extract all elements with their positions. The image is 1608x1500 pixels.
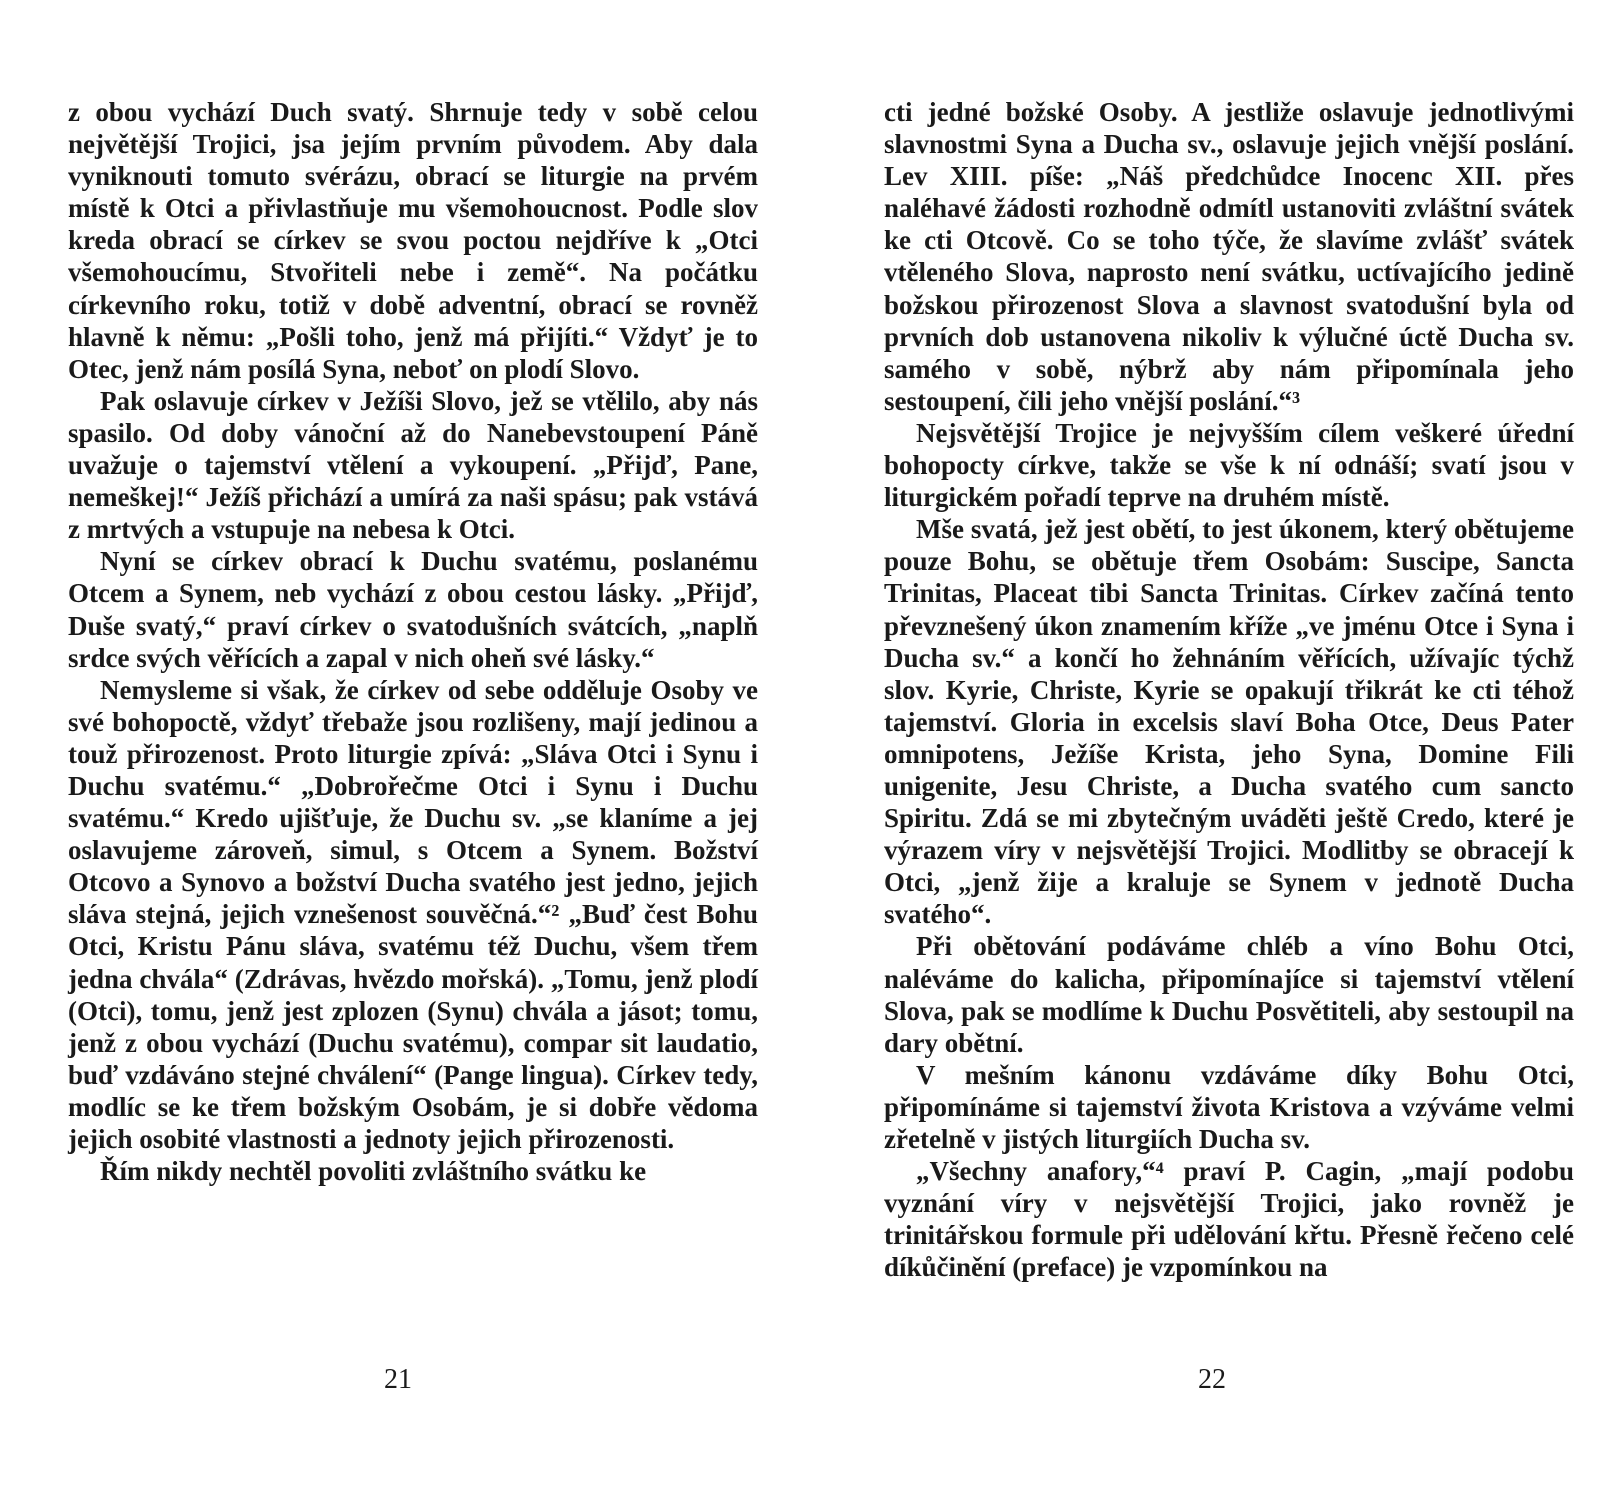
page-number-left: 21 (384, 1364, 412, 1395)
paragraph: „Všechny anafory,“⁴ praví P. Cagin, „mají podobu vyznání víry v nejsvětější Trojici, jako rovněž je trinitářskou formule při udělování křtu. Přesně řečeno celé díkůčinění (preface) je vzpomínkou na (884, 1156, 1574, 1283)
paragraph: cti jedné božské Osoby. A jestliže oslavuje jednotlivými slavnostmi Syna a Ducha sv., oslavuje jejich vnější poslání. Lev XIII. píše: „Náš předchůdce Inocenc XII. přes naléhavé žádosti rozhodně odmítl ustanoviti zvláštní svátek ke cti Otcově. Co se toho týče, že slavíme zvlášť svátek vtěleného Slova, naprosto není svátku, uctívajícího jedině božskou přirozenost Slova a slavnost svatodušní byla od prvních dob ustanovena nikoliv k výlučné úctě Ducha sv. samého v sobě, nýbrž aby nám připomínala jeho sestoupení, čili jeho vnější poslání.“³ (884, 97, 1574, 416)
paragraph: Řím nikdy nechtěl povoliti zvláštního svátku ke (100, 1156, 647, 1187)
right-page-text (884, 96, 1574, 1283)
paragraph: Nemysleme si však, že církev od sebe odděluje Osoby ve své bohopoctě, vždyť třebaže jsou rozlišeny, mají jedinou a touž přirozenost. Proto liturgie zpívá: „Sláva Otci i Synu i Duchu svatému.“ „Dobrořečme Otci i Synu i Duchu svatému.“ Kredo ujišťuje, že Duchu sv. „se klaníme a jej oslavujeme zároveň, simul, s Otcem a Synem. Božství Otcovo a Synovo a božství Ducha svatého jest jedno, jejich sláva stejná, jejich vznešenost souvěčná.“² „Buď čest Bohu Otci, Kristu Pánu sláva, svatému též Duchu, všem třem jedna chvála“ (Zdrávas, hvězdo mořská). „Tomu, jenž plodí (Otci), tomu, jenž jest zplozen (Synu) chvála a jásot; tomu, jenž z obou vychází (Duchu svatému), compar sit laudatio, buď vzdáváno stejné chválení“ (Pange lingua). Církev tedy, modlíc se ke třem božským Osobám, je si dobře vědoma jejich osobité vlastnosti a jednoty jejich přirozenosti. (68, 674, 758, 1154)
paragraph: Při obětování podáváme chléb a víno Bohu Otci, naléváme do kalicha, připomínajíce si tajemství vtělení Slova, pak se modlíme k Duchu Posvětiteli, aby sestoupil na dary obětní. (884, 931, 1574, 1058)
paragraph: Nyní se církev obrací k Duchu svatému, poslanému Otcem a Synem, neb vychází z obou cestou lásky. „Přijď, Duše svatý,“ praví církev o svatodušních svátcích, „naplň srdce svých věřících a zapal v nich oheň své lásky.“ (68, 546, 758, 673)
page-number-right: 22 (1198, 1364, 1226, 1395)
left-page-text (68, 96, 758, 1187)
paragraph: z obou vychází Duch svatý. Shrnuje tedy v sobě celou největější Trojici, jsa jejím prvním původem. Aby dala vyniknouti tomuto svérázu, obrací se liturgie na prvém místě k Otci a přivlastňuje mu všemohoucnost. Podle slov kreda obrací se církev se svou poctou nejdříve k „Otci všemohoucímu, Stvořiteli nebe i země“. Na počátku církevního roku, totiž v době adventní, obrací se rovněž hlavně k němu: „Pošli toho, jenž má přijíti.“ Vždyť je to Otec, jenž nám posílá Syna, neboť on plodí Slovo. (68, 97, 758, 384)
paragraph: Pak oslavuje církev v Ježíši Slovo, jež se vtělilo, aby nás spasilo. Od doby vánoční až do Nanebevstoupení Páně uvažuje o tajemství vtělení a vykoupení. „Přijď, Pane, nemeškej!“ Ježíš přichází a umírá za naši spásu; pak vstává z mrtvých a vstupuje na nebesa k Otci. (68, 385, 758, 545)
right-page (884, 96, 1574, 1283)
paragraph: Nejsvětější Trojice je nejvyšším cílem veškeré úřední bohopocty církve, takže se vše k ní odnáší; svatí jsou v liturgickém pořadí teprve na druhém místě. (884, 417, 1574, 513)
left-page (68, 96, 758, 1187)
paragraph: Mše svatá, jež jest obětí, to jest úkonem, který obětujeme pouze Bohu, se obětuje třem Osobám: Suscipe, Sancta Trinitas, Placeat tibi Sancta Trinitas. Církev začíná tento převznešený úkon znamením kříže „ve jménu Otce i Syna i Ducha sv.“ a končí ho žehnáním věřících, užívajíc týchž slov. Kyrie, Christe, Kyrie se opakují třikrát ke cti téhož tajemství. Gloria in excelsis slaví Boha Otce, Deus Pater omnipotens, Ježíše Krista, jeho Syna, Domine Fili unigenite, Jesu Christe, a Ducha svatého cum sancto Spiritu. Zdá se mi zbytečným uváděti ještě Credo, které je výrazem víry v nejsvětější Trojici. Modlitby se obracejí k Otci, „jenž žije a kraluje se Synem v jednotě Ducha svatého“. (884, 514, 1574, 930)
paragraph: V mešním kánonu vzdáváme díky Bohu Otci, připomínáme si tajemství života Kristova a vzýváme velmi zřetelně v jistých liturgiích Ducha sv. (884, 1059, 1574, 1154)
